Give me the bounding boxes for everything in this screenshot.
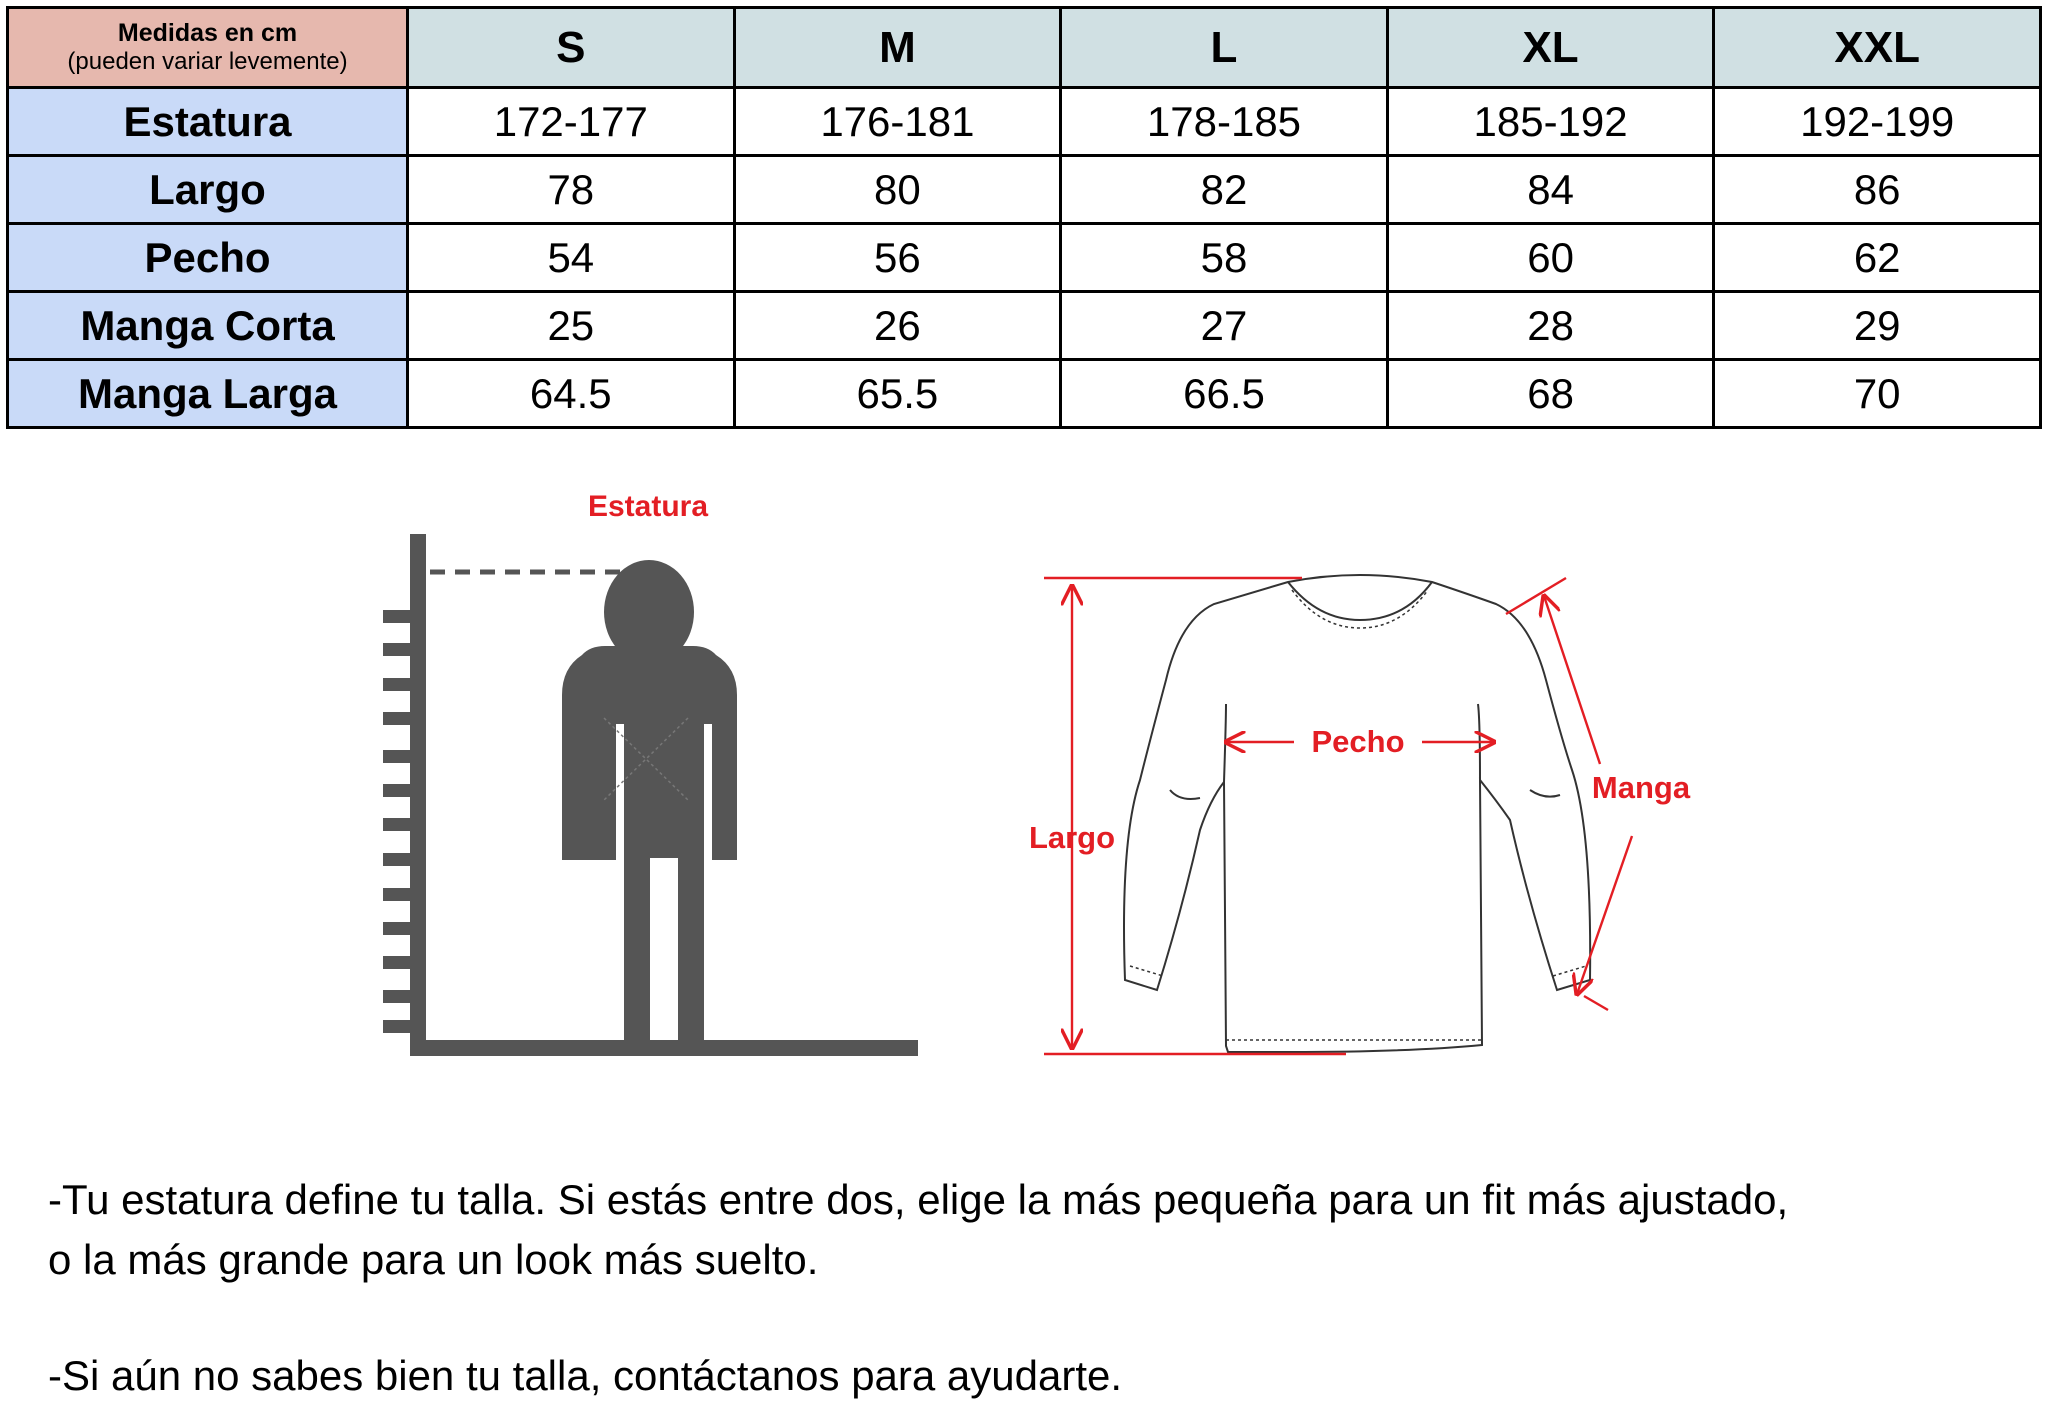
table-cell: 192-199 — [1714, 88, 2041, 156]
row-label-pecho: Pecho — [8, 224, 408, 292]
table-cell: 64.5 — [408, 360, 735, 428]
size-header-s: S — [408, 8, 735, 88]
size-chart-table — [6, 6, 2042, 429]
table-cell: 82 — [1061, 156, 1388, 224]
table-cell: 70 — [1714, 360, 2041, 428]
size-advice-notes — [48, 1170, 2028, 1406]
table-cell: 62 — [1714, 224, 2041, 292]
row-label-largo: Largo — [8, 156, 408, 224]
height-label: Estatura — [587, 490, 709, 523]
table-cell: 65.5 — [734, 360, 1061, 428]
table-cell: 66.5 — [1061, 360, 1388, 428]
table-cell: 86 — [1714, 156, 2041, 224]
size-header-m: M — [734, 8, 1061, 88]
units-note: (pueden variar levemente) — [67, 48, 348, 76]
contact-note: -Si aún no sabes bien tu talla, contáctanos para ayudarte. — [48, 1352, 1123, 1399]
table-cell: 172-177 — [408, 88, 735, 156]
sleeve-label: Manga — [1591, 770, 1691, 805]
person-silhouette-icon — [562, 560, 737, 1040]
table-row-estatura — [8, 88, 2041, 156]
spacer — [48, 1290, 2028, 1346]
advice-line-1: -Tu estatura define tu talla. Si estás entre dos, elige la más pequeña para un fit más ajustado, — [48, 1176, 1789, 1223]
table-cell: 185-192 — [1387, 88, 1714, 156]
table-cell: 28 — [1387, 292, 1714, 360]
table-cell: 60 — [1387, 224, 1714, 292]
shirt-outline-icon — [1124, 575, 1590, 1052]
units-title: Medidas en cm — [117, 19, 298, 48]
table-cell: 84 — [1387, 156, 1714, 224]
table-cell: 78 — [408, 156, 735, 224]
table-cell: 56 — [734, 224, 1061, 292]
length-label: Largo — [1028, 820, 1116, 855]
table-cell: 29 — [1714, 292, 2041, 360]
table-cell: 80 — [734, 156, 1061, 224]
table-row-manga-corta — [8, 292, 2041, 360]
table-cell: 58 — [1061, 224, 1388, 292]
table-cell: 25 — [408, 292, 735, 360]
table-cell: 54 — [408, 224, 735, 292]
size-header-xl: XL — [1387, 8, 1714, 88]
table-cell: 178-185 — [1061, 88, 1388, 156]
size-header-l: L — [1061, 8, 1388, 88]
table-row-manga-larga — [8, 360, 2041, 428]
table-cell: 68 — [1387, 360, 1714, 428]
measurement-illustration — [0, 460, 2048, 1120]
row-label-manga-larga: Manga Larga — [8, 360, 408, 428]
table-cell: 176-181 — [734, 88, 1061, 156]
size-header-xxl: XXL — [1714, 8, 2041, 88]
table-row-pecho — [8, 224, 2041, 292]
size-header-row — [8, 8, 2041, 88]
table-cell: 27 — [1061, 292, 1388, 360]
units-corner-cell — [8, 8, 408, 88]
table-cell: 26 — [734, 292, 1061, 360]
advice-line-2: o la más grande para un look más suelto. — [48, 1236, 819, 1283]
row-label-manga-corta: Manga Corta — [8, 292, 408, 360]
table-row-largo — [8, 156, 2041, 224]
row-label-estatura: Estatura — [8, 88, 408, 156]
chest-label: Pecho — [1311, 724, 1405, 759]
